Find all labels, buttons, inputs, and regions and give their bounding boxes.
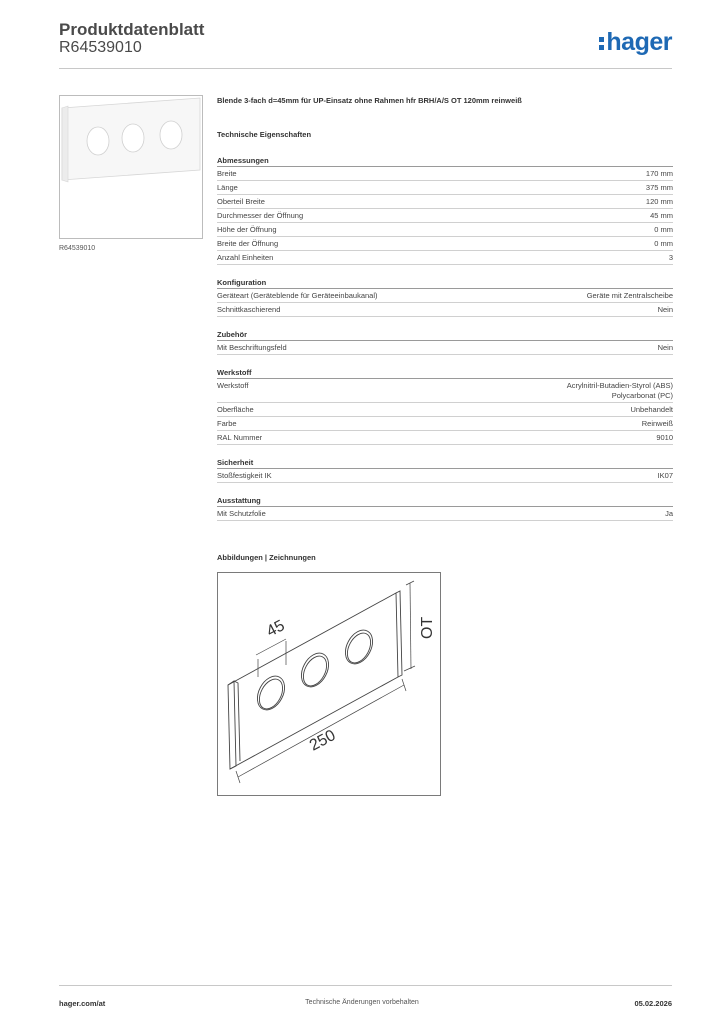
footer-notice: Technische Änderungen vorbehalten: [305, 999, 419, 1006]
row-label: Länge: [217, 183, 238, 192]
footer-divider: [59, 985, 672, 986]
row-value: IK07: [657, 471, 673, 480]
hager-logo: [599, 28, 672, 57]
table-row: [217, 303, 673, 317]
section-title: Konfiguration: [217, 278, 673, 289]
table-row: [217, 223, 673, 237]
table-row: [217, 237, 673, 251]
footer-website[interactable]: hager.com/at: [59, 999, 106, 1008]
table-row: [217, 289, 673, 303]
table-row: [217, 195, 673, 209]
row-label: Schnittkaschierend: [217, 305, 281, 314]
logo-dots-icon: [599, 34, 604, 52]
section-title: Abmessungen: [217, 156, 673, 167]
tech-heading: Technische Eigenschaften: [217, 130, 312, 139]
row-label: Durchmesser der Öffnung: [217, 211, 304, 220]
row-label: Werkstoff: [217, 381, 249, 390]
section-title: Werkstoff: [217, 368, 673, 379]
table-row: [217, 469, 673, 483]
page-title: Produktdatenblatt: [59, 20, 205, 39]
row-value-line: Acrylnitril-Butadien-Styrol (ABS): [566, 381, 673, 390]
dimension-height-label: OT: [419, 616, 436, 639]
row-label: Mit Beschriftungsfeld: [217, 343, 287, 352]
section-title: Zubehör: [217, 330, 673, 341]
product-details: [217, 96, 673, 521]
table-row: [217, 507, 673, 521]
dimension-length-label: 250: [306, 726, 339, 755]
table-row: [217, 251, 673, 265]
row-value: 375 mm: [645, 183, 673, 192]
section-title: Ausstattung: [217, 496, 673, 507]
row-value: 3: [668, 253, 673, 262]
row-value: Reinweiß: [641, 419, 673, 428]
section-title: Sicherheit: [217, 458, 673, 469]
row-value: [567, 381, 673, 401]
row-value: 0 mm: [654, 239, 673, 248]
row-label: Oberteil Breite: [217, 197, 265, 206]
row-value: Geräte mit Zentralscheibe: [586, 291, 673, 300]
row-value: 170 mm: [645, 169, 673, 178]
row-label: Breite: [217, 169, 237, 178]
cover-plate-drawing-icon: [218, 573, 440, 795]
table-row: [217, 341, 673, 355]
row-value: Nein: [657, 305, 673, 314]
row-label: Farbe: [217, 419, 237, 428]
article-number: R64539010: [59, 39, 142, 56]
row-label: RAL Nummer: [217, 433, 263, 442]
row-value: Ja: [665, 509, 673, 518]
row-value: 45 mm: [650, 211, 673, 220]
logo-text: hager: [606, 28, 672, 56]
footer-date: 05.02.2026: [634, 999, 672, 1008]
row-label: Höhe der Öffnung: [217, 225, 277, 234]
product-image-icon: [60, 96, 202, 238]
row-value: 120 mm: [645, 197, 673, 206]
table-row: [217, 417, 673, 431]
row-value: 0 mm: [654, 225, 673, 234]
table-row: [217, 209, 673, 223]
thumbnail-caption: R64539010: [59, 245, 96, 252]
row-label: Anzahl Einheiten: [217, 253, 274, 262]
row-label: Breite der Öffnung: [217, 239, 279, 248]
table-row: [217, 403, 673, 417]
table-row: [217, 181, 673, 195]
product-thumbnail: [59, 95, 203, 239]
row-value: Nein: [657, 343, 673, 352]
row-label: Stoßfestigkeit IK: [217, 471, 272, 480]
row-label: Mit Schutzfolie: [217, 509, 266, 518]
row-label: Oberfläche: [217, 405, 254, 414]
row-value: 9010: [656, 433, 673, 442]
table-row: [217, 379, 673, 403]
row-label: Geräteart (Geräteblende für Geräteeinbaukanal): [217, 291, 378, 300]
row-value: Unbehandelt: [630, 405, 673, 414]
header-divider: [59, 68, 672, 69]
table-row: [217, 431, 673, 445]
row-value-line: Polycarbonat (PC): [611, 391, 673, 400]
product-title: Blende 3-fach d=45mm für UP-Einsatz ohne Rahmen hfr BRH/A/S OT 120mm reinweiß: [217, 96, 522, 105]
dimension-hole-label: 45: [263, 617, 288, 641]
table-row: [217, 167, 673, 181]
technical-drawing: [217, 572, 441, 796]
figures-title: Abbildungen | Zeichnungen: [217, 553, 316, 562]
